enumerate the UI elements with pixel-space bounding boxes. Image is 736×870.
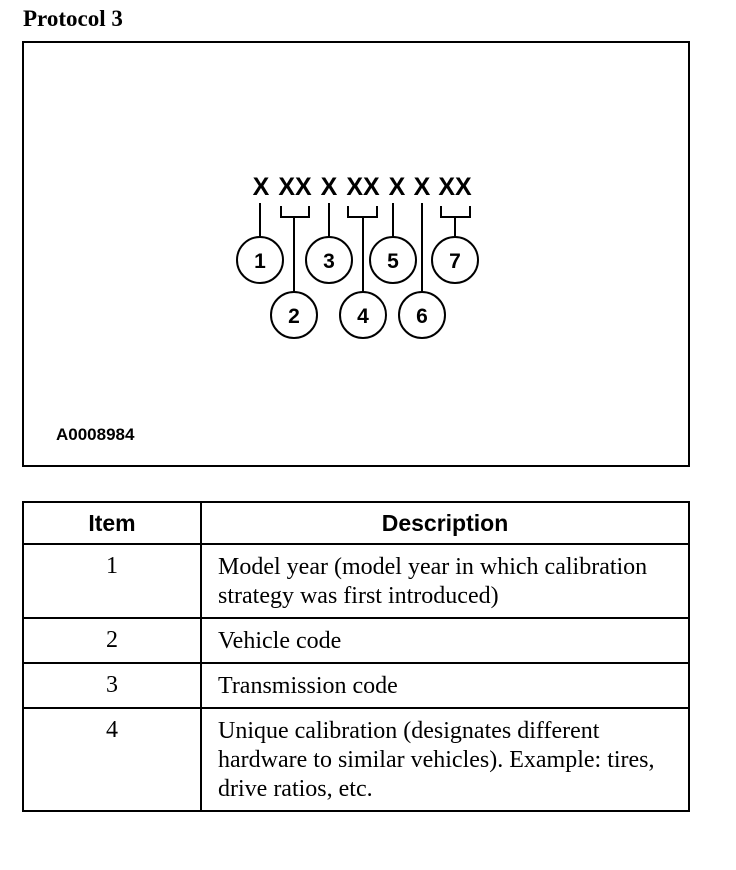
code-group-4: XX: [346, 173, 380, 201]
item-description: Model year (model year in which calibration strategy was first introduced): [201, 544, 689, 618]
figure-id: A0008984: [56, 425, 135, 444]
item-description: Unique calibration (designates different hardware to similar vehicles). Example: tires, drive ratios, etc.: [201, 708, 689, 811]
code-group-5: X: [388, 173, 406, 201]
callout-label-5: 5: [387, 250, 399, 273]
item-description: Vehicle code: [201, 618, 689, 663]
code-group-7: XX: [438, 173, 472, 201]
table-row: [23, 544, 689, 618]
callout-label-1: 1: [254, 250, 266, 273]
figure-box: [22, 41, 690, 467]
table-header-row: [23, 502, 689, 544]
item-number: 4: [23, 708, 201, 811]
table-row: [23, 618, 689, 663]
callout-label-6: 6: [416, 305, 428, 328]
callout-label-3: 3: [323, 250, 335, 273]
description-table: [22, 501, 690, 812]
code-group-3: X: [320, 173, 338, 201]
column-header-item: Item: [23, 502, 201, 544]
column-header-description: Description: [201, 502, 689, 544]
table-row: [23, 708, 689, 811]
callout-label-4: 4: [357, 305, 369, 328]
table-row: [23, 663, 689, 708]
callout-label-7: 7: [449, 250, 461, 273]
code-group-1: X: [252, 173, 270, 201]
item-number: 3: [23, 663, 201, 708]
page-title: Protocol 3: [23, 6, 123, 31]
item-number: 2: [23, 618, 201, 663]
code-diagram: [24, 43, 692, 469]
item-number: 1: [23, 544, 201, 618]
item-description: Transmission code: [201, 663, 689, 708]
callout-label-2: 2: [288, 305, 300, 328]
code-group-2: XX: [278, 173, 312, 201]
code-group-6: X: [413, 173, 431, 201]
